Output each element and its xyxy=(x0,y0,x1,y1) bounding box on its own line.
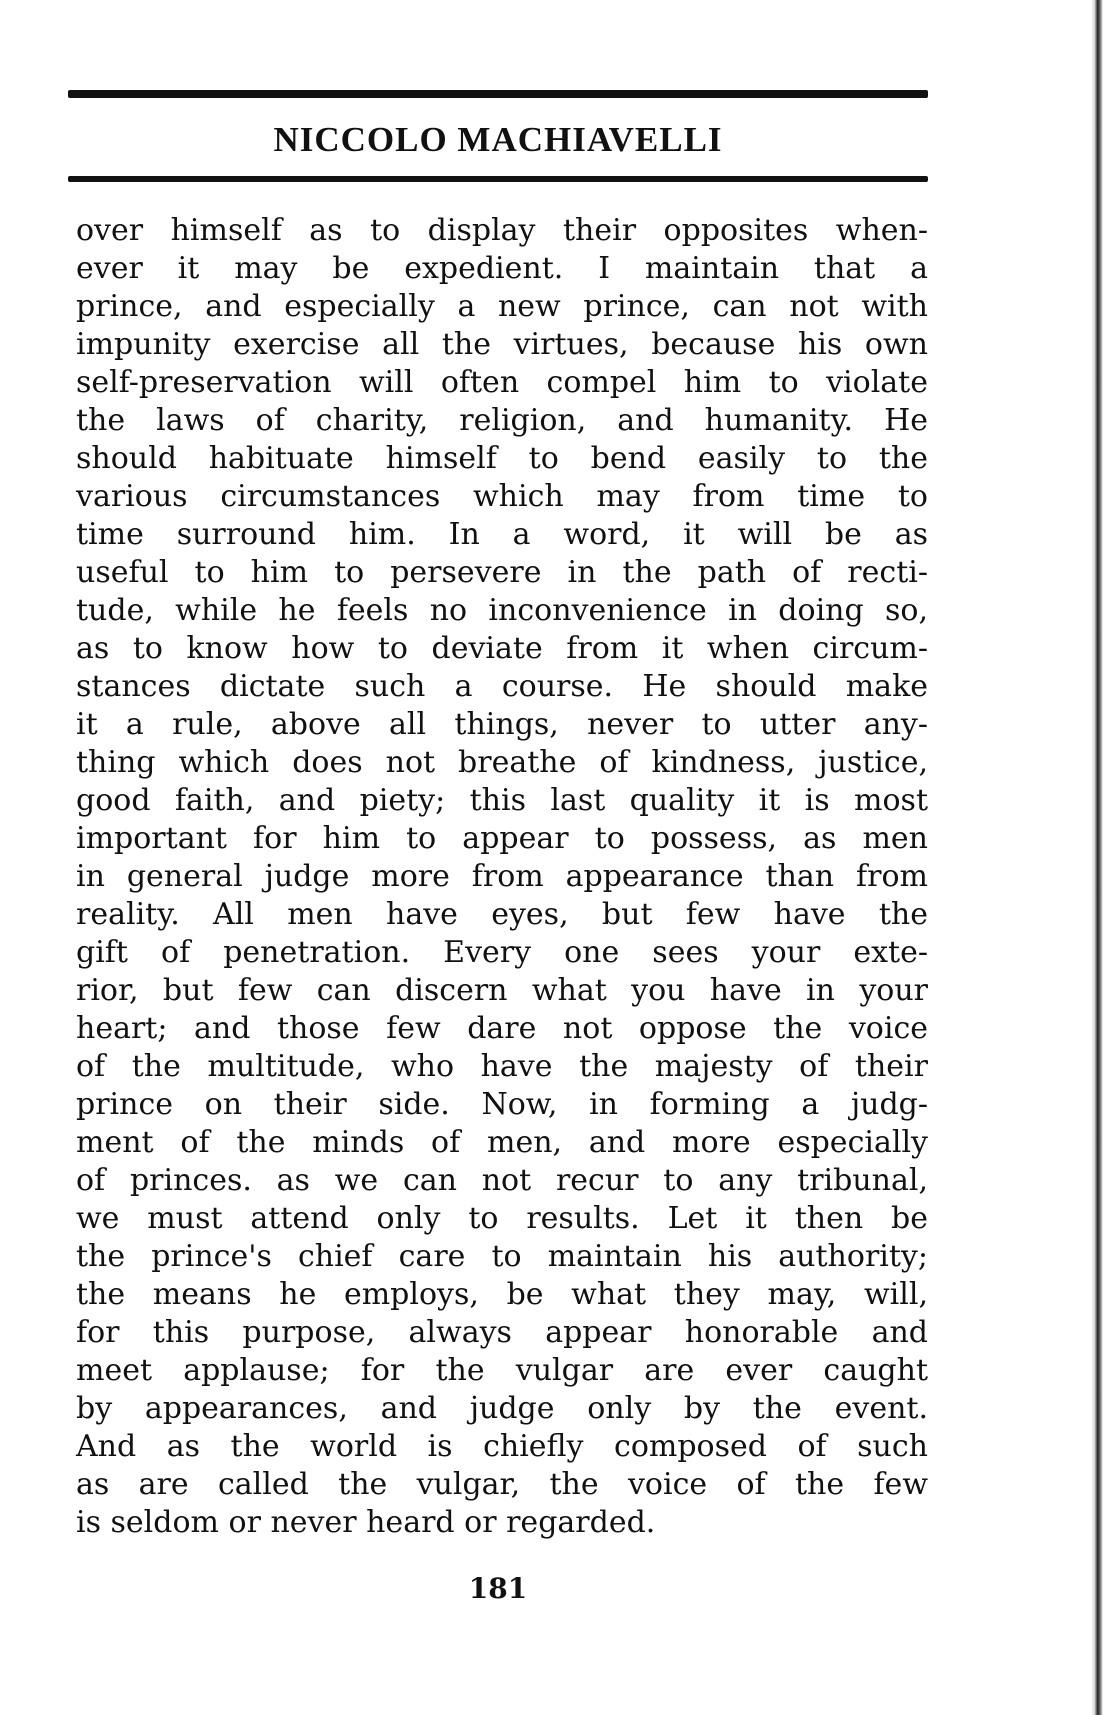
text-line: rior, but few can discern what you have in your xyxy=(76,973,928,1008)
text-line: impunity exercise all the virtues, because his own xyxy=(76,327,928,362)
text-line: time surround him. In a word, it will be as xyxy=(76,517,928,552)
text-line: heart; and those few dare not oppose the voice xyxy=(76,1011,928,1046)
text-line: as are called the vulgar, the voice of the few xyxy=(76,1467,928,1502)
text-line: of the multitude, who have the majesty of their xyxy=(76,1049,928,1084)
text-line: self-preservation will often compel him to violate xyxy=(76,365,928,400)
body-text xyxy=(76,212,928,1542)
text-line: the laws of charity, religion, and humanity. He xyxy=(76,403,928,438)
text-line: useful to him to persevere in the path of recti- xyxy=(76,555,928,590)
binding-edge xyxy=(1091,0,1103,1715)
text-line: prince, and especially a new prince, can not with xyxy=(76,289,928,324)
text-line: by appearances, and judge only by the event. xyxy=(76,1391,928,1426)
text-line: meet applause; for the vulgar are ever caught xyxy=(76,1353,928,1388)
text-line: tude, while he feels no inconvenience in doing so, xyxy=(76,593,928,628)
header-rule-top xyxy=(68,90,928,98)
text-line: in general judge more from appearance than from xyxy=(76,859,928,894)
page-number: 181 xyxy=(468,1572,528,1605)
text-line: important for him to appear to possess, as men xyxy=(76,821,928,856)
text-line: the prince's chief care to maintain his authority; xyxy=(76,1239,928,1274)
text-line: various circumstances which may from time to xyxy=(76,479,928,514)
text-line: ever it may be expedient. I maintain that a xyxy=(76,251,928,286)
text-line: reality. All men have eyes, but few have the xyxy=(76,897,928,932)
text-line: it a rule, above all things, never to utter any- xyxy=(76,707,928,742)
text-line: prince on their side. Now, in forming a judg- xyxy=(76,1087,928,1122)
text-line: And as the world is chiefly composed of such xyxy=(76,1429,928,1464)
header-rule-bottom xyxy=(68,176,928,182)
text-line: should habituate himself to bend easily to the xyxy=(76,441,928,476)
text-line-last: is seldom or never heard or regarded. xyxy=(76,1505,656,1540)
text-line: stances dictate such a course. He should make xyxy=(76,669,928,704)
text-line: we must attend only to results. Let it then be xyxy=(76,1201,928,1236)
text-line: as to know how to deviate from it when circum- xyxy=(76,631,928,666)
text-line: gift of penetration. Every one sees your exte- xyxy=(76,935,928,970)
text-line: for this purpose, always appear honorable and xyxy=(76,1315,928,1350)
text-line: thing which does not breathe of kindness, justice, xyxy=(76,745,928,780)
text-line: the means he employs, be what they may, will, xyxy=(76,1277,928,1312)
text-line: of princes. as we can not recur to any tribunal, xyxy=(76,1163,928,1198)
text-line: ment of the minds of men, and more especially xyxy=(76,1125,928,1160)
running-head-title: NICCOLO MACHIAVELLI xyxy=(273,120,723,159)
text-line: over himself as to display their opposites when- xyxy=(76,213,928,248)
text-line: good faith, and piety; this last quality it is most xyxy=(76,783,928,818)
